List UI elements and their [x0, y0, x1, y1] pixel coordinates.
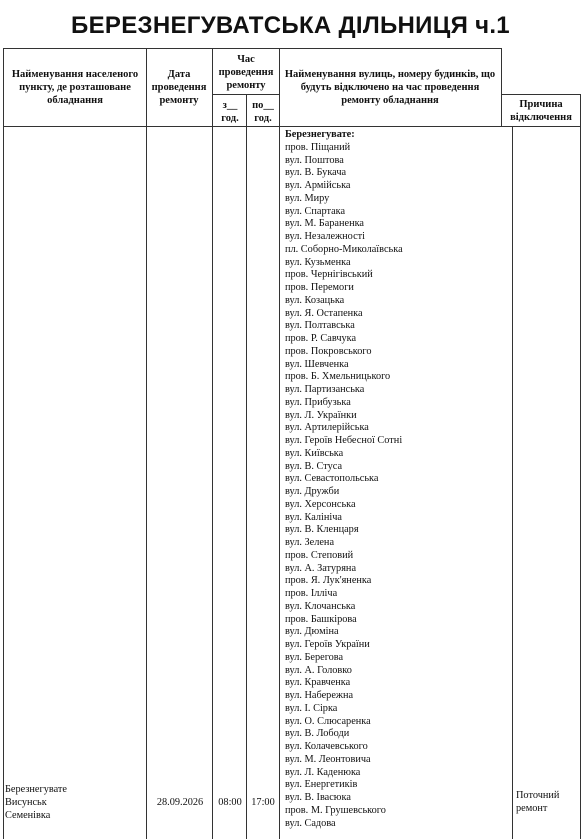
street-item: вул. Енергетиків — [285, 779, 358, 791]
street-item: вул. О. Слюсаренка — [285, 715, 371, 727]
table-top-border — [3, 48, 501, 49]
table-left-border — [3, 48, 4, 839]
street-item: вул. Колачевського — [285, 741, 368, 752]
header-from: з__ год. — [221, 100, 239, 124]
street-item: вул. Спартака — [285, 205, 346, 217]
reason-header-top-border — [501, 94, 580, 95]
col-divider-from-to — [246, 94, 247, 839]
street-item: вул. Клочанська — [285, 600, 356, 612]
street-item: вул. Київська — [285, 447, 344, 459]
street-item: пров. Степовий — [285, 549, 354, 561]
streets-heading: Березнегувате: — [285, 129, 355, 140]
street-item: вул. А. Головко — [285, 664, 352, 676]
street-item: вул. Полтавська — [285, 320, 355, 332]
col-divider-reason — [501, 48, 502, 126]
street-item: пров. Покровського — [285, 345, 372, 357]
street-item: вул. Я. Остапенка — [285, 307, 363, 319]
street-item: вул. Севастопольська — [285, 473, 379, 485]
header-date: Дата проведення ремонту — [151, 69, 207, 106]
header-streets: Найменування вулиць, номеру будинків, що будуть відключено на час проведення ремонту обладнання — [284, 69, 496, 106]
street-item: вул. Садова — [285, 817, 336, 829]
street-item: вул. Кузьменка — [285, 256, 351, 268]
street-item: пров. Піщаний — [285, 141, 351, 153]
header-reason: Причина відключення — [510, 99, 572, 123]
col-divider-reason-body — [512, 126, 513, 839]
street-item: вул. Зелена — [285, 537, 335, 548]
street-item: вул. Миру — [285, 192, 330, 204]
street-item: пл. Соборно-Миколаївська — [285, 243, 403, 255]
street-item: вул. В. Лободи — [285, 728, 350, 740]
location-item: Семенівка — [5, 809, 51, 821]
street-item: вул. Л. Каденюка — [285, 766, 361, 778]
street-item: вул. В. Букача — [285, 167, 347, 179]
street-item: вул. Дюміна — [285, 626, 339, 638]
to-cell: 17:00 — [251, 797, 275, 808]
street-item: вул. М. Бараненка — [285, 218, 365, 230]
street-item: вул. Партизанська — [285, 384, 365, 395]
street-item: вул. В. Івасюка — [285, 792, 351, 803]
streets-list — [285, 129, 511, 830]
col-divider-streets — [279, 48, 280, 839]
street-item: пров. М. Грушевського — [285, 804, 386, 816]
street-item: пров. Б. Хмельницького — [285, 371, 391, 383]
reason-cell: Поточний ремонт — [516, 790, 560, 814]
page-title: БЕРЕЗНЕГУВАТСЬКА ДІЛЬНИЦЯ ч.1 — [71, 12, 510, 39]
street-item: вул. Шевченка — [285, 358, 349, 370]
street-item: пров. Я. Лук'яненка — [285, 575, 372, 587]
street-item: вул. Дружби — [285, 486, 340, 497]
street-item: пров. Перемоги — [285, 282, 354, 293]
street-item: вул. А. Затуряна — [285, 562, 357, 574]
header-to: по__ год. — [252, 100, 274, 124]
street-item: вул. Героїв України — [285, 639, 370, 650]
date-cell: 28.09.2026 — [156, 797, 204, 808]
street-item: вул. Незалежності — [285, 231, 366, 242]
street-item: вул. Херсонська — [285, 498, 356, 510]
street-item: пров. Башкірова — [285, 613, 357, 625]
header-location: Найменування населеного пункту, де розташоване обладнання — [11, 69, 139, 106]
from-cell: 08:00 — [218, 797, 242, 808]
street-item: вул. В. Кленцаря — [285, 524, 359, 536]
street-item: вул. Кравченка — [285, 677, 351, 689]
street-item: пров. Р. Савчука — [285, 333, 357, 344]
col-divider-date — [146, 48, 147, 839]
street-item: вул. І. Сірка — [285, 702, 338, 714]
street-item: вул. Армійська — [285, 180, 351, 191]
location-item: Березнегувате — [5, 784, 67, 795]
header-bottom-border — [3, 126, 580, 127]
street-item: вул. Калініча — [285, 511, 343, 523]
street-item: вул. В. Стуса — [285, 460, 343, 472]
street-item: вул. Набережна — [285, 690, 354, 701]
street-item: вул. Берегова — [285, 651, 344, 663]
col-divider-time — [212, 48, 213, 839]
street-item: вул. Героїв Небесної Сотні — [285, 435, 403, 446]
street-item: пров. Ілліча — [285, 588, 338, 599]
header-time: Час проведення ремонту — [218, 54, 274, 91]
street-item: вул. Артилерійська — [285, 422, 369, 434]
street-item: вул. Прибузька — [285, 396, 351, 408]
street-item: вул. Л. Українки — [285, 409, 357, 421]
street-item: вул. Поштова — [285, 154, 344, 166]
street-item: пров. Чернігівський — [285, 269, 373, 281]
location-item: Висунськ — [5, 796, 47, 808]
street-item: вул. Козацька — [285, 294, 345, 306]
street-item: вул. М. Леонтовича — [285, 753, 371, 765]
location-cell — [5, 784, 145, 822]
